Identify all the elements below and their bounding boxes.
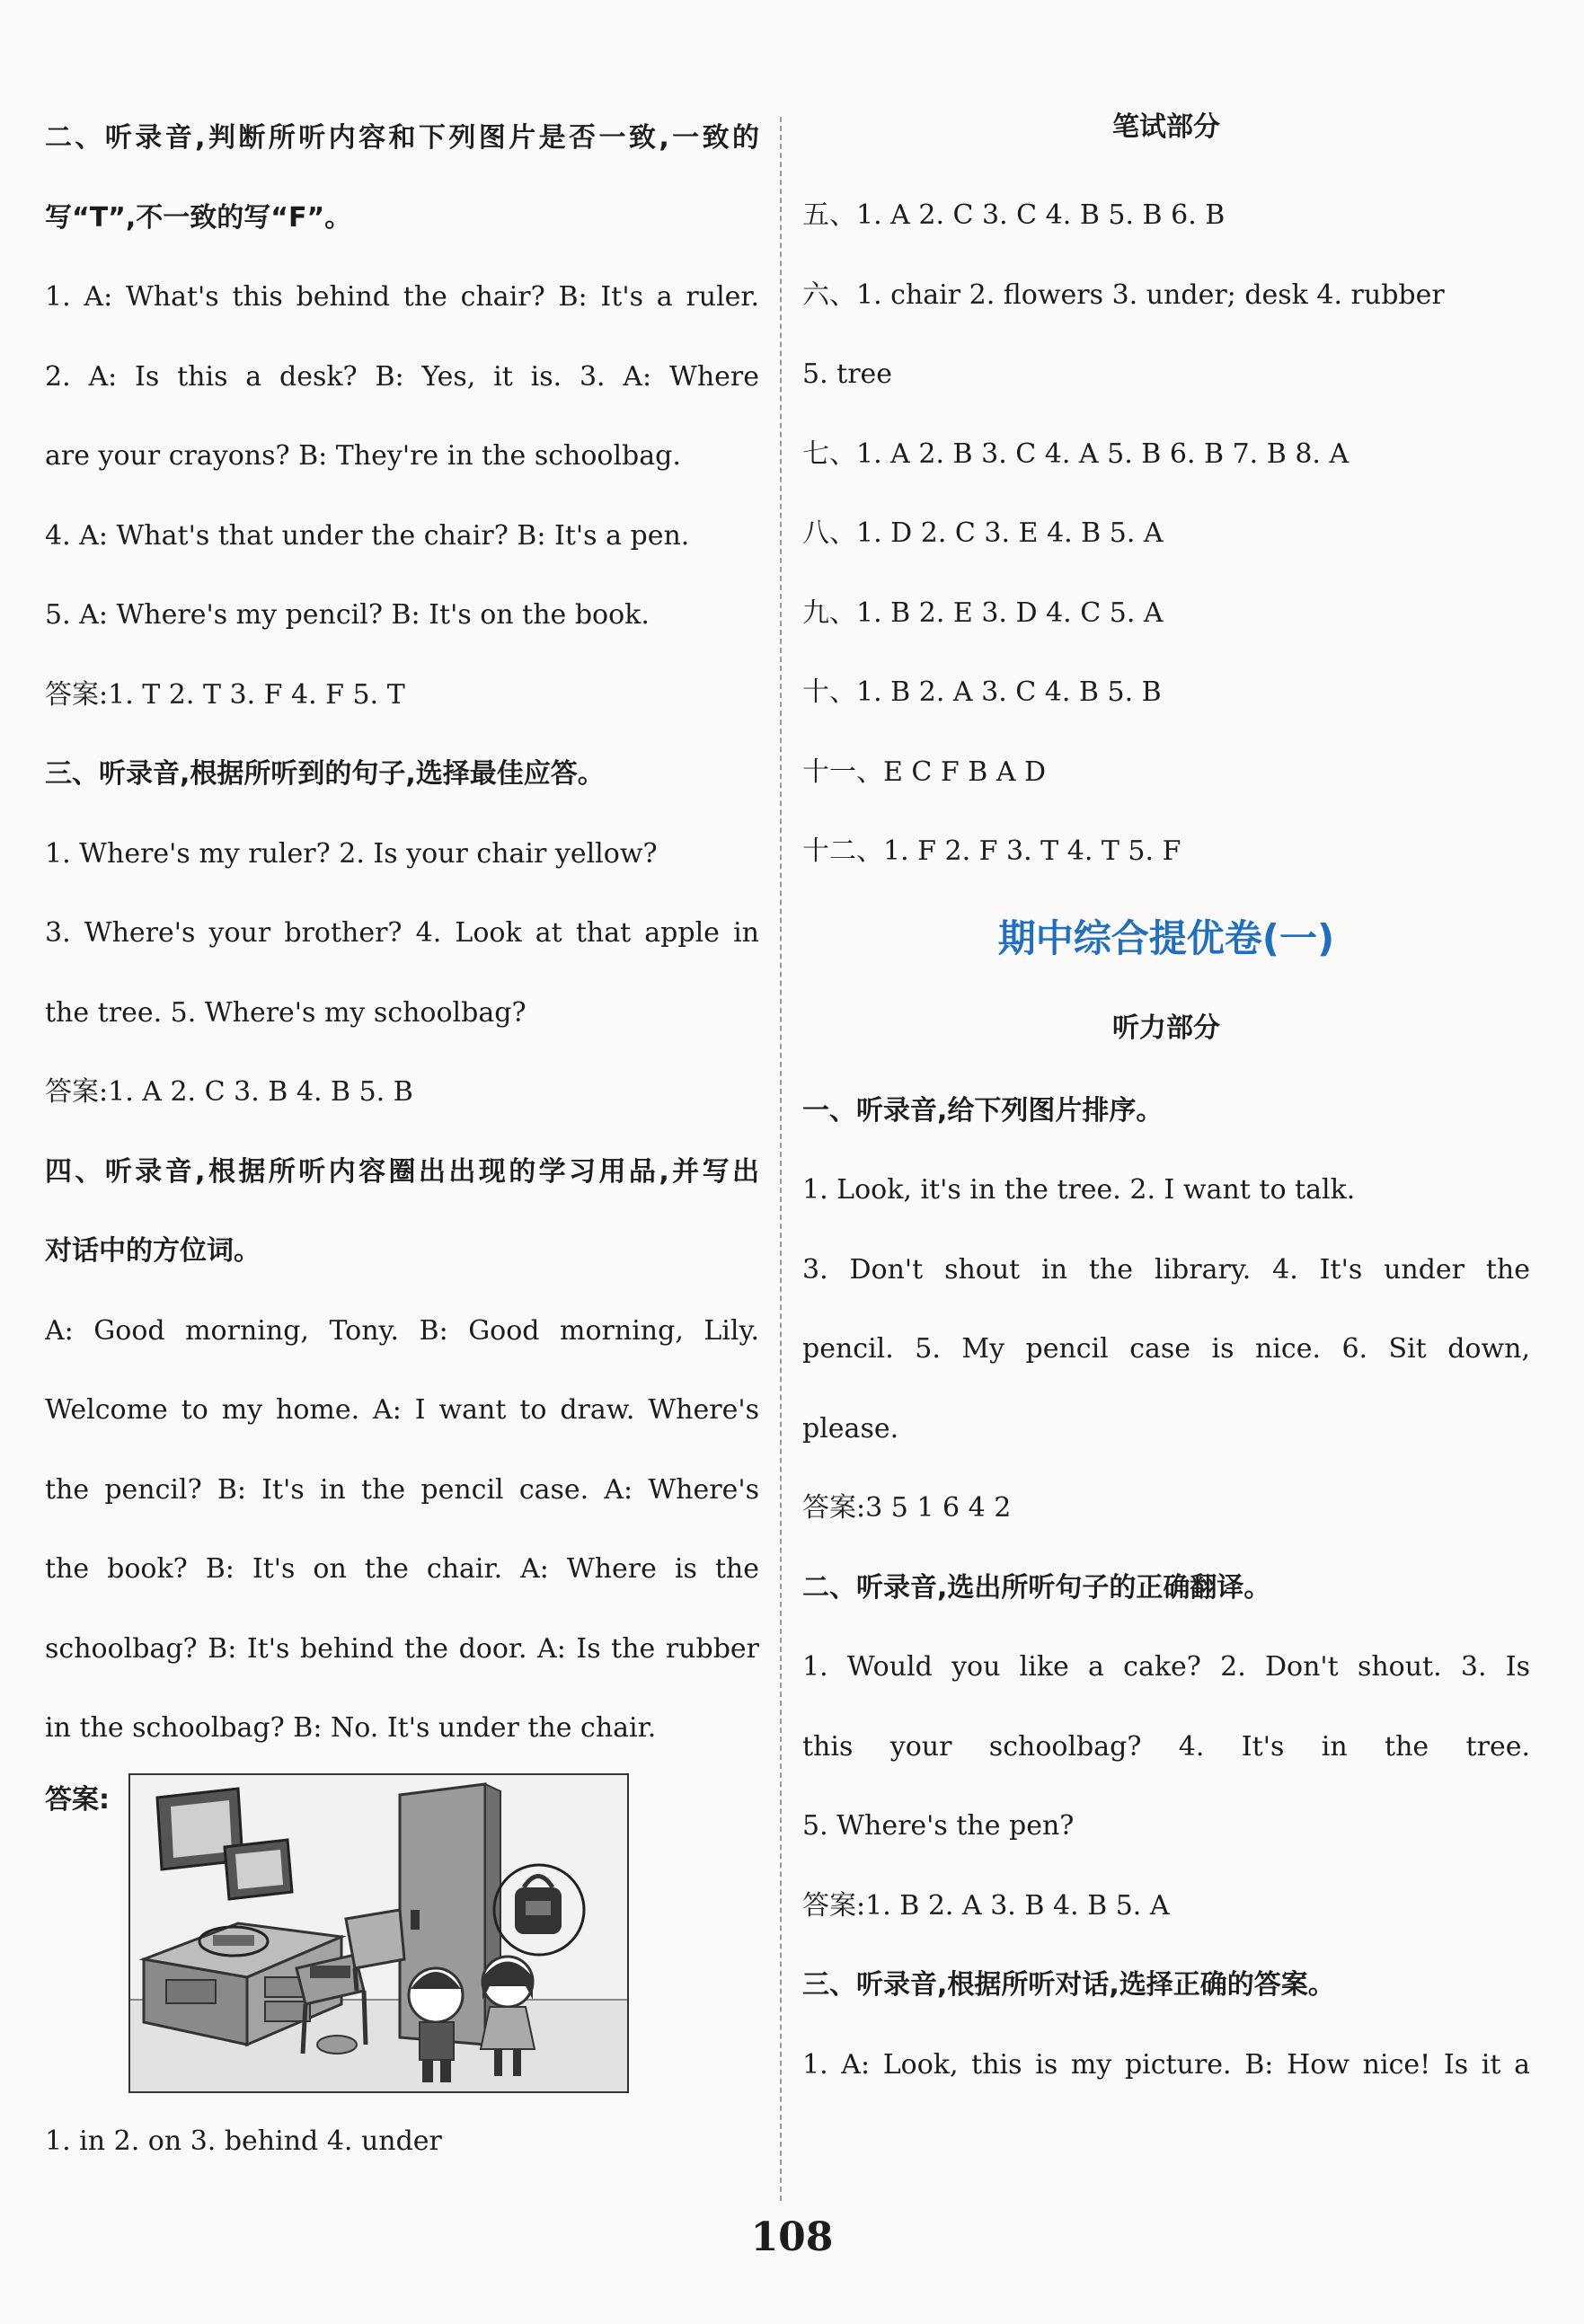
- rubber: [317, 2036, 357, 2054]
- left-text-line: in the schoolbag? B: No. It's under the chair.: [45, 1712, 657, 1744]
- listening-text-line: 5. Where's the pen?: [802, 1810, 1075, 1842]
- left-text-line: Welcome to my home. A: I want to draw. Where's: [45, 1394, 759, 1426]
- left-text-line: the pencil? B: It's in the pencil case. A: Where's: [45, 1473, 759, 1506]
- listening-text-line: 答案:1. B 2. A 3. B 4. B 5. A: [802, 1889, 1170, 1922]
- listening-text-line: 1. A: Look, this is my picture. B: How nice! Is it a: [802, 2048, 1530, 2081]
- written-answer-line: 五、1. A 2. C 3. C 4. B 5. B 6. B: [802, 199, 1226, 231]
- written-answer-line: 5. tree: [802, 358, 893, 390]
- left-text-line: 4. A: What's that under the chair? B: It's a pen.: [45, 519, 690, 552]
- written-answer-line: 九、1. B 2. E 3. D 4. C 5. A: [802, 596, 1164, 629]
- page-number: 108: [750, 2214, 834, 2260]
- left-text-line: schoolbag? B: It's behind the door. A: Is the rubber: [45, 1632, 759, 1665]
- left-text-line: 对话中的方位词。: [45, 1235, 261, 1267]
- left-text-line: 3. Where's your brother? 4. Look at that apple in: [45, 917, 759, 949]
- written-answer-lines: [802, 176, 1530, 892]
- listening-text-line: 1. Look, it's in the tree. 2. I want to talk.: [802, 1174, 1356, 1206]
- left-text-lines: [45, 99, 759, 1769]
- wall-picture-frame: [225, 1840, 292, 1899]
- written-answer-line: 十二、1. F 2. F 3. T 4. T 5. F: [802, 835, 1181, 867]
- listening-text-line: 三、听录音,根据所听对话,选择正确的答案。: [802, 1969, 1335, 2001]
- exam-title: 期中综合提优卷(一): [997, 915, 1335, 960]
- left-text-line: 二、听录音,判断所听内容和下列图片是否一致,一致的: [45, 122, 759, 154]
- listening-text-line: 二、听录音,选出所听句子的正确翻译。: [802, 1571, 1271, 1604]
- listening-text-line: 答案:3 5 1 6 4 2: [802, 1492, 1012, 1524]
- left-text-line: A: Good morning, Tony. B: Good morning, Lily.: [45, 1314, 759, 1347]
- listening-text-line: 1. Would you like a cake? 2. Don't shout. 3. Is: [802, 1651, 1530, 1683]
- written-answer-line: 八、1. D 2. C 3. E 4. B 5. A: [802, 517, 1164, 549]
- left-text-line: 四、听录音,根据所听内容圈出出现的学习用品,并写出: [45, 1155, 759, 1188]
- left-text-line: 答案:1. A 2. C 3. B 4. B 5. B: [45, 1076, 413, 1108]
- left-text-line: 1. Where's my ruler? 2. Is your chair yellow?: [45, 837, 658, 870]
- left-text-line: are your crayons? B: They're in the schoolbag.: [45, 440, 681, 472]
- left-text-line: the tree. 5. Where's my schoolbag?: [45, 996, 527, 1029]
- section-listening-heading: 听力部分: [1112, 1012, 1220, 1044]
- listening-text-line: 3. Don't shout in the library. 4. It's under the: [802, 1253, 1530, 1286]
- book: [310, 1966, 350, 1978]
- written-answer-line: 十、1. B 2. A 3. C 4. B 5. B: [802, 676, 1162, 708]
- left-text-line: 2. A: Is this a desk? B: Yes, it is. 3. A: Where: [45, 360, 759, 393]
- written-answer-line: 十一、E C F B A D: [802, 756, 1047, 788]
- picture-answer-row: [45, 1769, 759, 2110]
- column-divider: [780, 117, 782, 2201]
- answer-label: 答案:: [45, 1783, 110, 1816]
- direction-words-answer: 1. in 2. on 3. behind 4. under: [45, 2125, 442, 2157]
- listening-text-line: this your schoolbag? 4. It's in the tree.: [802, 1730, 1530, 1763]
- left-text-line: 5. A: Where's my pencil? B: It's on the book.: [45, 599, 650, 631]
- schoolbag-circled: [494, 1865, 584, 1955]
- left-text-line: 答案:1. T 2. T 3. F 4. F 5. T: [45, 678, 405, 711]
- written-answer-line: 六、1. chair 2. flowers 3. under; desk 4. rubber: [802, 278, 1445, 311]
- left-column: [45, 99, 759, 2173]
- listening-lines: [802, 1072, 1530, 2106]
- written-answer-line: 七、1. A 2. B 3. C 4. A 5. B 6. B 7. B 8. A: [802, 437, 1349, 470]
- left-text-line: the book? B: It's on the chair. A: Where is the: [45, 1553, 759, 1585]
- room-illustration: [128, 1773, 629, 2093]
- listening-text-line: pencil. 5. My pencil case is nice. 6. Sit down,: [802, 1333, 1530, 1365]
- left-text-line: 三、听录音,根据所听到的句子,选择最佳应答。: [45, 758, 605, 790]
- left-text-line: 写“T”,不一致的写“F”。: [45, 201, 352, 234]
- listening-text-line: please.: [802, 1412, 899, 1445]
- right-column: [802, 106, 1530, 2105]
- left-text-line: 1. A: What's this behind the chair? B: It's a ruler.: [45, 281, 759, 313]
- section-written-heading: 笔试部分: [1112, 111, 1220, 143]
- listening-text-line: 一、听录音,给下列图片排序。: [802, 1094, 1164, 1127]
